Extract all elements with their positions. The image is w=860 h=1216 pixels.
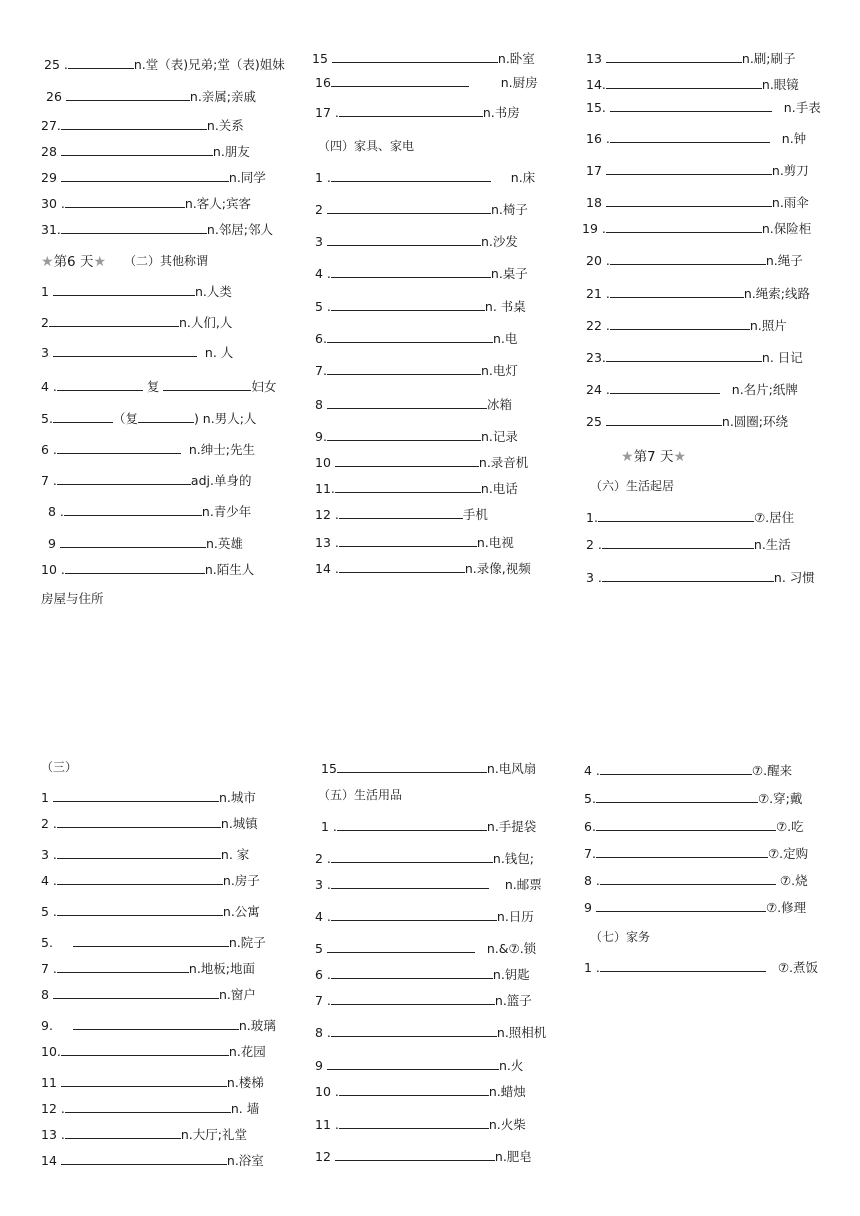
- day-7-heading: ★第7 天★: [621, 449, 687, 465]
- vocab-item: 13 n.刷;刷子: [586, 51, 796, 66]
- vocab-item: 1 . ⑦.煮饭: [584, 960, 819, 975]
- vocab-item: 2 . n.钱包;: [315, 851, 535, 866]
- vocab-item: 1 n.城市: [41, 790, 256, 805]
- vocab-item: 28 n.朋友: [41, 144, 250, 159]
- vocab-item: 7 . adj.单身的: [41, 473, 252, 488]
- vocab-item: 5. ⑦.穿;戴: [584, 791, 803, 806]
- vocab-item: 24 . n.名片;纸牌: [586, 382, 798, 397]
- vocab-item: 9 ⑦.修理: [584, 900, 807, 915]
- vocab-item: 15. n.手表: [586, 100, 821, 115]
- housing-label: 房屋与住所: [41, 591, 104, 606]
- vocab-item: 6 . n.钥匙: [315, 967, 530, 982]
- vocab-item: 16 . n.钟: [586, 131, 807, 146]
- vocab-item: 5 . n.公寓: [41, 904, 260, 919]
- vocab-item: 17 . n.书房: [315, 105, 520, 120]
- vocab-item: 13 . n.电视: [315, 535, 514, 550]
- vocab-item: 5. （复 ) n.男人;人: [41, 411, 257, 426]
- vocab-item: 10 n.录音机: [315, 455, 529, 470]
- vocab-item: 30 . n.客人;宾客: [41, 196, 251, 211]
- section-heading: （二）其他称谓: [124, 254, 209, 268]
- vocab-item: 7 . n.篮子: [315, 993, 532, 1008]
- vocab-item: 19 . n.保险柜: [582, 221, 812, 236]
- answer-blank[interactable]: [600, 872, 776, 885]
- vocab-item: 1 n.人类: [41, 284, 232, 299]
- vocab-item: 4 . n.桌子: [315, 266, 528, 281]
- vocab-item: 11 . n.火柴: [315, 1117, 526, 1132]
- vocab-item: 4 . 复 妇女: [41, 379, 277, 394]
- vocab-item: 16 n.厨房: [315, 75, 538, 90]
- day-6-heading: ★第6 天★: [41, 254, 107, 270]
- vocab-item: 6 . n.绅士;先生: [41, 442, 255, 457]
- vocab-item: 10 . n.陌生人: [41, 562, 255, 577]
- vocab-item: 2 . n.生活: [586, 537, 791, 552]
- section-heading: （五）生活用品: [318, 788, 403, 802]
- vocab-item: 5. n.院子: [41, 935, 266, 950]
- star-icon: ★: [621, 449, 634, 465]
- vocab-item: 5 . n. 书桌: [315, 299, 526, 314]
- vocab-item: 9 n.火: [315, 1058, 524, 1073]
- section-heading: （四）家具、家电: [318, 139, 415, 153]
- vocab-item: 14. n.眼镜: [586, 77, 799, 92]
- vocab-item: 10 . n.蜡烛: [315, 1084, 526, 1099]
- vocab-item: 3 n.沙发: [315, 234, 518, 249]
- vocab-item: 25 . n.堂（表)兄弟;堂（表)姐妹: [44, 57, 285, 72]
- vocab-item: 3 n. 人: [41, 345, 234, 360]
- vocab-item: 18 n.雨伞: [586, 195, 809, 210]
- vocab-item: 12 . n. 墙: [41, 1101, 260, 1116]
- answer-blank[interactable]: [596, 790, 758, 803]
- vocab-item: 23. n. 日记: [586, 350, 803, 365]
- vocab-item: 8 . n.照相机: [315, 1025, 547, 1040]
- vocab-item: 11 n.楼梯: [41, 1075, 264, 1090]
- vocab-item: 12 . 手机: [315, 507, 488, 522]
- vocab-item: 12 n.肥皂: [315, 1149, 532, 1164]
- answer-blank[interactable]: [596, 899, 766, 912]
- star-icon: ★: [673, 449, 687, 465]
- vocab-item: 26 n.亲属;亲戚: [46, 89, 256, 104]
- vocab-item: 6. ⑦.吃: [584, 819, 804, 834]
- vocab-item: 4 . ⑦.醒来: [584, 763, 793, 778]
- vocab-item: 3 . n. 家: [41, 847, 250, 862]
- vocab-item: 31. n.邻居;邻人: [41, 222, 273, 237]
- star-icon: ★: [93, 254, 107, 270]
- vocab-item: 5 n.&⑦.锁: [315, 941, 537, 956]
- vocab-item: 21 . n.绳索;线路: [586, 286, 810, 301]
- vocab-item: 27. n.关系: [41, 118, 244, 133]
- vocab-item: 11. n.电话: [315, 481, 518, 496]
- section-heading: （七）家务: [590, 930, 651, 944]
- vocab-item: 8 冰箱: [315, 397, 512, 412]
- vocab-item: 14 n.浴室: [41, 1153, 264, 1168]
- vocab-item: 8 n.窗户: [41, 987, 256, 1002]
- vocab-item: 29 n.同学: [41, 170, 266, 185]
- section-heading: （三）: [41, 760, 78, 774]
- vocab-item: 8 . ⑦.烧: [584, 873, 808, 888]
- vocab-item: 2 n.椅子: [315, 202, 528, 217]
- section-heading: （六）生活起居: [590, 479, 675, 493]
- vocab-item: 6. n.电: [315, 331, 518, 346]
- vocab-item: 13 . n.大厅;礼堂: [41, 1127, 247, 1142]
- vocab-item: 22 . n.照片: [586, 318, 787, 333]
- vocab-item: 7 . n.地板;地面: [41, 961, 256, 976]
- answer-blank[interactable]: [600, 762, 752, 775]
- vocab-item: 8 . n.青少年: [48, 504, 252, 519]
- vocab-item: 9 n.英雄: [48, 536, 243, 551]
- vocab-item: 4 . n.房子: [41, 873, 260, 888]
- vocab-item: 1 . n.床: [315, 170, 536, 185]
- vocab-item: 7. ⑦.定购: [584, 846, 809, 861]
- vocab-item: 7. n.电灯: [315, 363, 518, 378]
- vocab-item: 15 n.卧室: [312, 51, 535, 66]
- vocab-item: 4 . n.日历: [315, 909, 534, 924]
- vocab-item: 3 . n.邮票: [315, 877, 542, 892]
- vocab-item: 9. n.记录: [315, 429, 518, 444]
- vocab-item: 1. ⑦.居住: [586, 510, 795, 525]
- answer-blank[interactable]: [596, 818, 776, 831]
- vocab-item: 3 . n. 习惯: [586, 570, 815, 585]
- vocab-item: 2 n.人们,人: [41, 315, 233, 330]
- star-icon: ★: [41, 254, 54, 270]
- vocab-item: 15 n.电风扇: [321, 761, 537, 776]
- vocab-item: 2 . n.城镇: [41, 816, 258, 831]
- answer-blank[interactable]: [600, 959, 766, 972]
- vocab-item: 14 . n.录像,视频: [315, 561, 531, 576]
- vocab-item: 20 . n.绳子: [586, 253, 803, 268]
- vocab-item: 25 n.圆圈;环绕: [586, 414, 788, 429]
- answer-blank[interactable]: [596, 845, 768, 858]
- vocab-item: 1 . n.手提袋: [321, 819, 537, 834]
- vocab-item: 9. n.玻璃: [41, 1018, 276, 1033]
- vocab-item: 10. n.花园: [41, 1044, 266, 1059]
- vocab-item: 17 n.剪刀: [586, 163, 809, 178]
